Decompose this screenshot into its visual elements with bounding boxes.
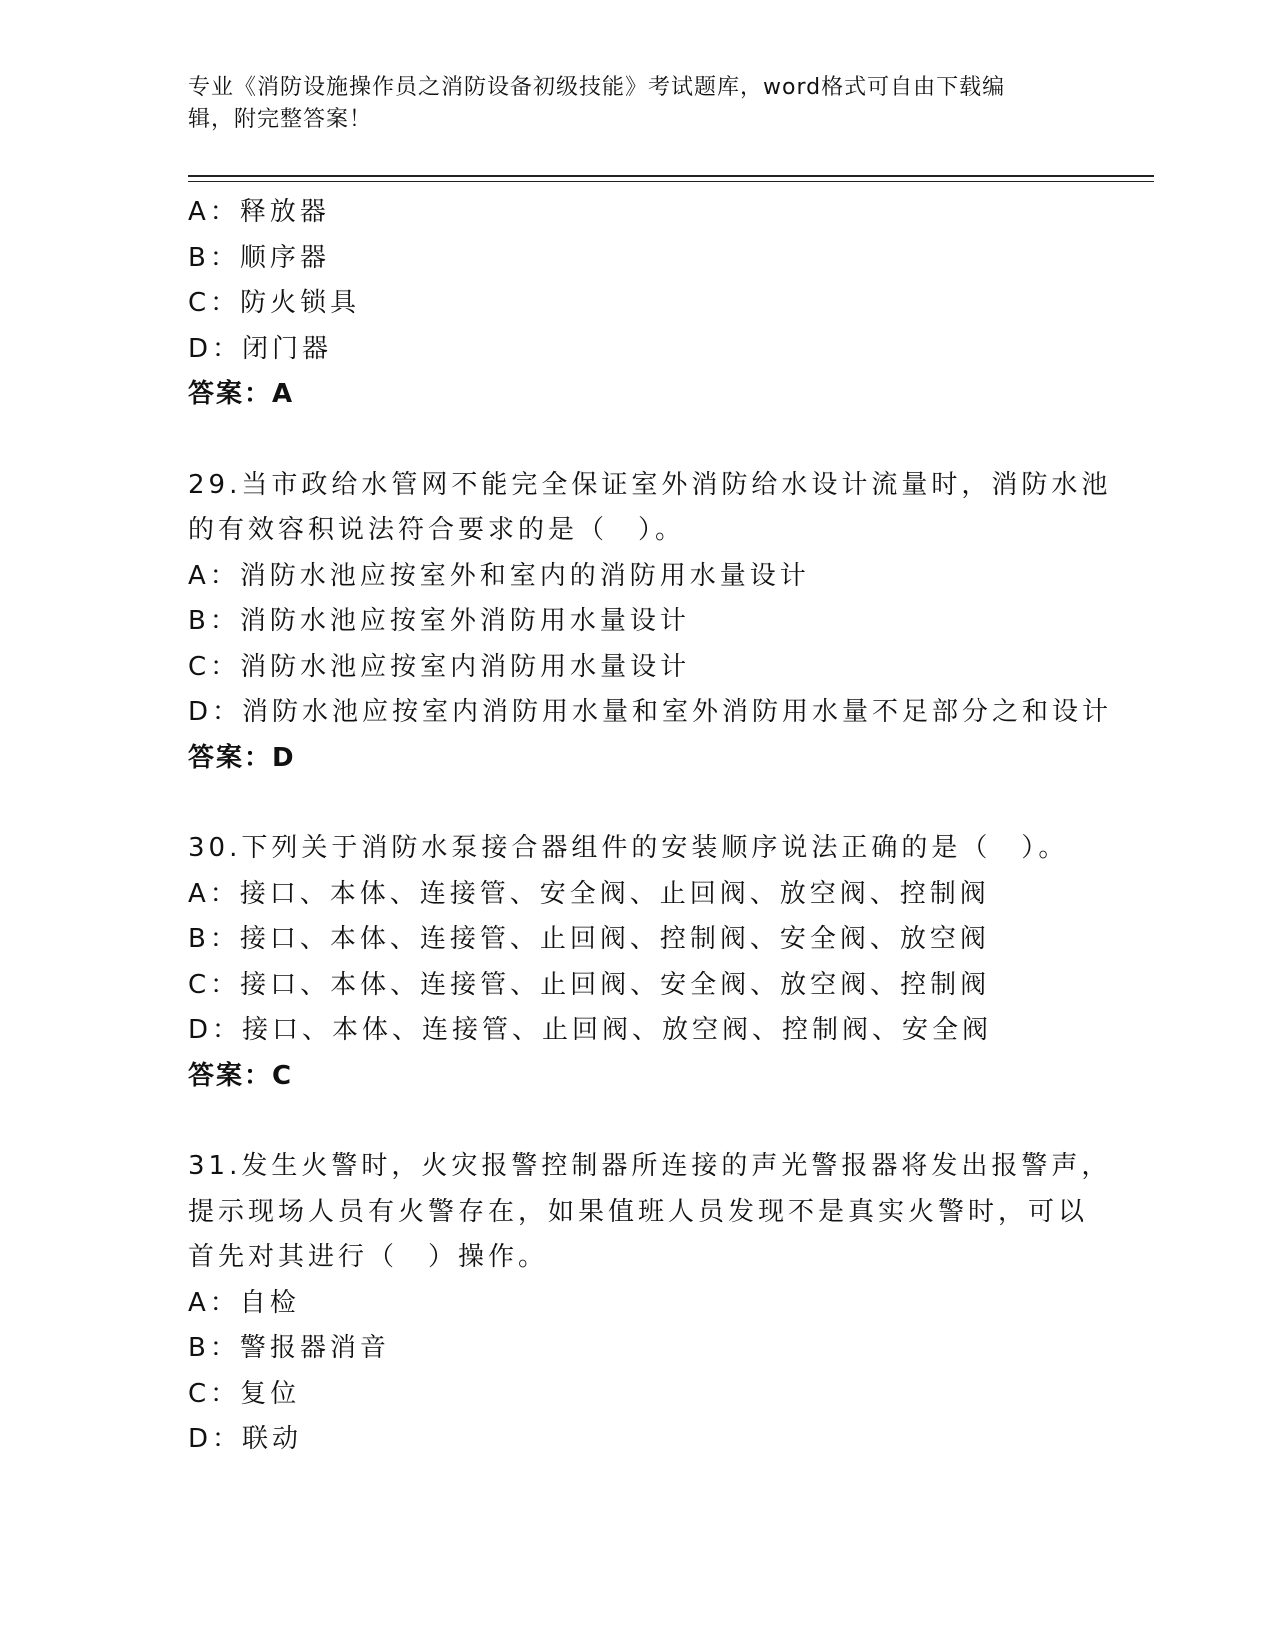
document-header — [188, 72, 1068, 136]
option-c: C：复位 — [188, 1378, 301, 1409]
question-stem: 提示现场人员有火警存在，如果值班人员发现不是真实火警时，可以 — [188, 1196, 1089, 1227]
header-divider-thin — [188, 181, 1154, 182]
question-stem: 30.下列关于消防水泵接合器组件的安装顺序说法正确的是（ ）。 — [188, 833, 1069, 863]
question-29 — [188, 463, 1113, 782]
question-stem: 31.发生火警时，火灾报警控制器所连接的声光警报器将发出报警声， — [188, 1151, 1112, 1181]
answer: 答案：C — [188, 1060, 294, 1091]
question-31 — [188, 1144, 1112, 1463]
option-b: B：消防水池应按室外消防用水量设计 — [188, 606, 690, 636]
question-stem: 29.当市政给水管网不能完全保证室外消防给水设计流量时，消防水池 — [188, 469, 1112, 500]
option-c: C：消防水池应按室内消防用水量设计 — [188, 651, 691, 682]
option-a: A：消防水池应按室外和室内的消防用水量设计 — [188, 560, 810, 591]
option-a: A：自检 — [188, 1287, 300, 1318]
option-d: D：联动 — [188, 1424, 303, 1454]
option-a: A：释放器 — [188, 197, 330, 227]
header-line-2: 辑，附完整答案！ — [188, 107, 373, 132]
option-b: B：警报器消音 — [188, 1333, 390, 1363]
option-d: D：消防水池应按室内消防用水量和室外消防用水量不足部分之和设计 — [188, 697, 1113, 727]
option-b: B：顺序器 — [188, 242, 330, 273]
option-b: B：接口、本体、连接管、止回阀、控制阀、安全阀、放空阀 — [188, 924, 990, 954]
option-d: D：接口、本体、连接管、止回阀、放空阀、控制阀、安全阀 — [188, 1015, 993, 1045]
header-line-1: 专业《消防设施操作员之消防设备初级技能》考试题库，word格式可自由下载编 — [188, 75, 1006, 100]
question-content — [188, 190, 1113, 1463]
question-30 — [188, 826, 1088, 1099]
header-divider — [188, 175, 1154, 177]
option-c: C：防火锁具 — [188, 288, 361, 318]
option-d: D：闭门器 — [188, 333, 333, 364]
answer: 答案：A — [188, 379, 295, 409]
option-c: C：接口、本体、连接管、止回阀、安全阀、放空阀、控制阀 — [188, 969, 991, 1000]
question-28 — [188, 190, 1088, 418]
question-stem: 首先对其进行（ ）操作。 — [188, 1242, 549, 1272]
option-a: A：接口、本体、连接管、安全阀、止回阀、放空阀、控制阀 — [188, 878, 990, 909]
answer: 答案：D — [188, 742, 296, 773]
question-stem: 的有效容积说法符合要求的是（ ）。 — [188, 515, 686, 545]
